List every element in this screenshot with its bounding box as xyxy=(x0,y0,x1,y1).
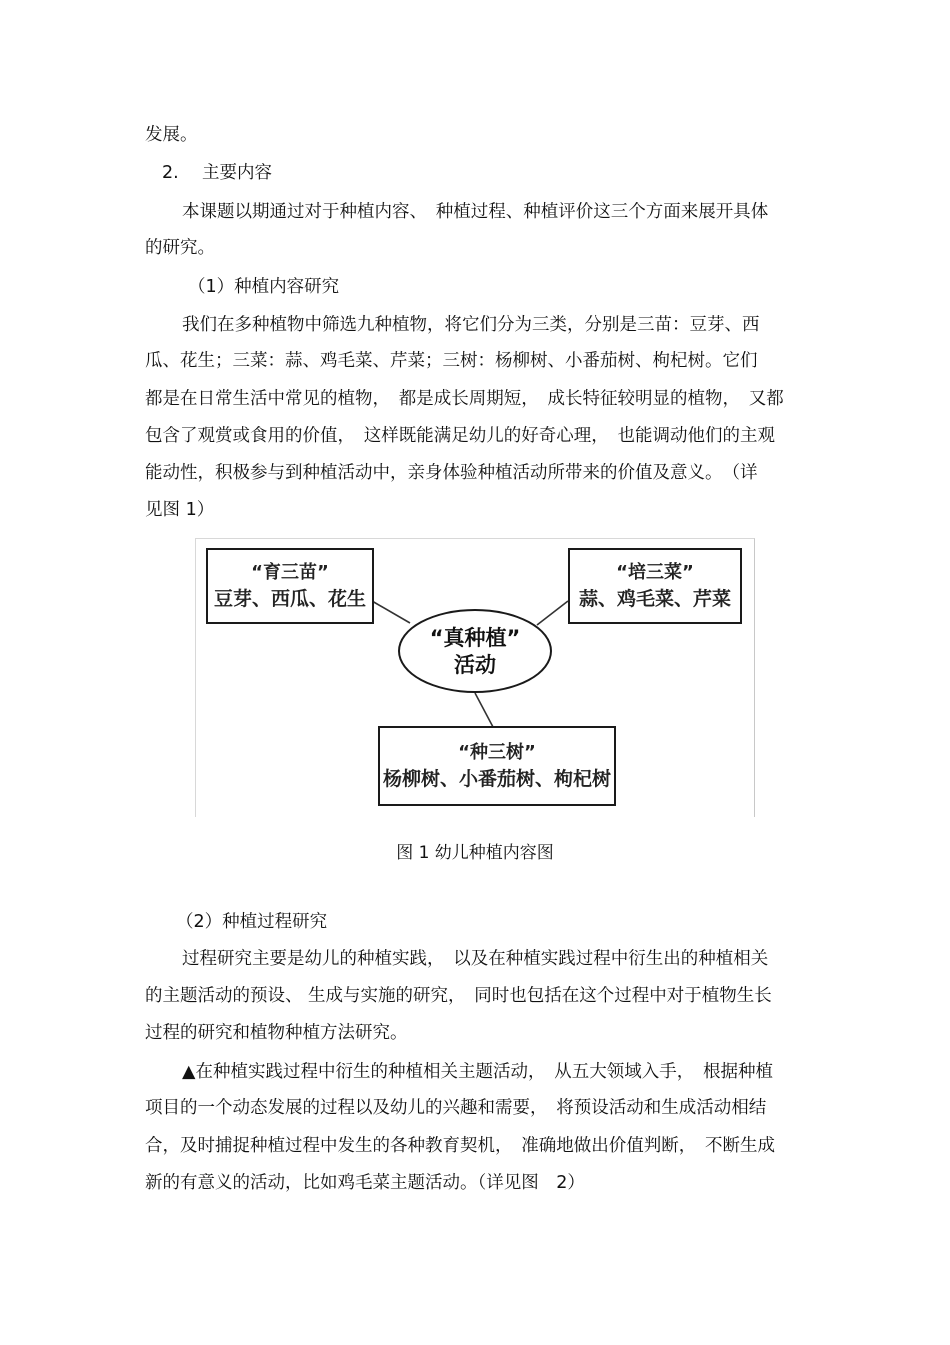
box-seedlings xyxy=(206,548,374,624)
planting-content-diagram xyxy=(195,538,755,817)
connector-bottom xyxy=(475,693,493,727)
box-vegetables-items: 蒜、鸡毛菜、芹菜 xyxy=(578,588,731,610)
connector-left xyxy=(372,601,410,623)
text-line: 本课题以期通过对于种植内容、 种植过程、种植评价这三个方面来展开具体 xyxy=(182,202,769,222)
text-line: 过程的研究和植物种植方法研究。 xyxy=(145,1023,408,1043)
text-line: 包含了观赏或食用的价值， 这样既能满足幼儿的好奇心理， 也能调动他们的主观 xyxy=(145,426,775,446)
subsection-heading: （2）种植过程研究 xyxy=(176,912,328,932)
connector-right xyxy=(537,601,568,625)
text-line: 项目的一个动态发展的过程以及幼儿的兴趣和需要， 将预设活动和生成活动相结 xyxy=(145,1098,767,1118)
text-line: 合，及时捕捉种植过程中发生的各种教育契机， 准确地做出价值判断， 不断生成 xyxy=(145,1136,775,1156)
box-vegetables-title: “培三菜” xyxy=(616,562,694,583)
box-trees xyxy=(378,726,616,806)
text-line: ▲在种植实践过程中衍生的种植相关主题活动， 从五大领域入手， 根据种植 xyxy=(182,1062,773,1082)
text-line: 的主题活动的预设、 生成与实施的研究， 同时也包括在这个过程中对于植物生长 xyxy=(145,986,772,1006)
box-vegetables xyxy=(568,548,742,624)
text-line: 都是在日常生活中常见的植物， 都是成长周期短， 成长特征较明显的植物， 又都 xyxy=(145,389,784,409)
section-heading: 主要内容 xyxy=(202,163,272,183)
text-line: 见图 1） xyxy=(145,500,215,520)
text-line: 新的有意义的活动，比如鸡毛菜主题活动。（详见图 2） xyxy=(145,1173,585,1193)
subsection-heading: （1）种植内容研究 xyxy=(188,277,340,297)
text-line: 的研究。 xyxy=(145,238,215,258)
box-trees-items: 杨柳树、小番茄树、枸杞树 xyxy=(382,768,611,790)
center-ellipse xyxy=(398,609,552,693)
text-line: 发展。 xyxy=(145,125,198,145)
center-subtitle: 活动 xyxy=(454,653,496,677)
section-number: 2. xyxy=(162,163,179,183)
text-line: 能动性，积极参与到种植活动中，亲身体验种植活动所带来的价值及意义。 （详 xyxy=(145,463,758,483)
text-line: 瓜、花生；三菜：蒜、鸡毛菜、芹菜；三树：杨柳树、小番茄树、枸杞树。它们 xyxy=(145,351,758,371)
text-line: 过程研究主要是幼儿的种植实践， 以及在种植实践过程中衍生出的种植相关 xyxy=(182,949,769,969)
box-trees-title: “种三树” xyxy=(458,742,536,763)
box-seedlings-items: 豆芽、西瓜、花生 xyxy=(213,588,366,610)
text-line: 我们在多种植物中筛选九种植物，将它们分为三类，分别是三苗：豆芽、西 xyxy=(182,315,760,335)
figure-caption: 图 1 幼儿种植内容图 xyxy=(396,843,554,863)
center-title: “真种植” xyxy=(429,626,521,650)
box-seedlings-title: “育三苗” xyxy=(251,562,329,583)
